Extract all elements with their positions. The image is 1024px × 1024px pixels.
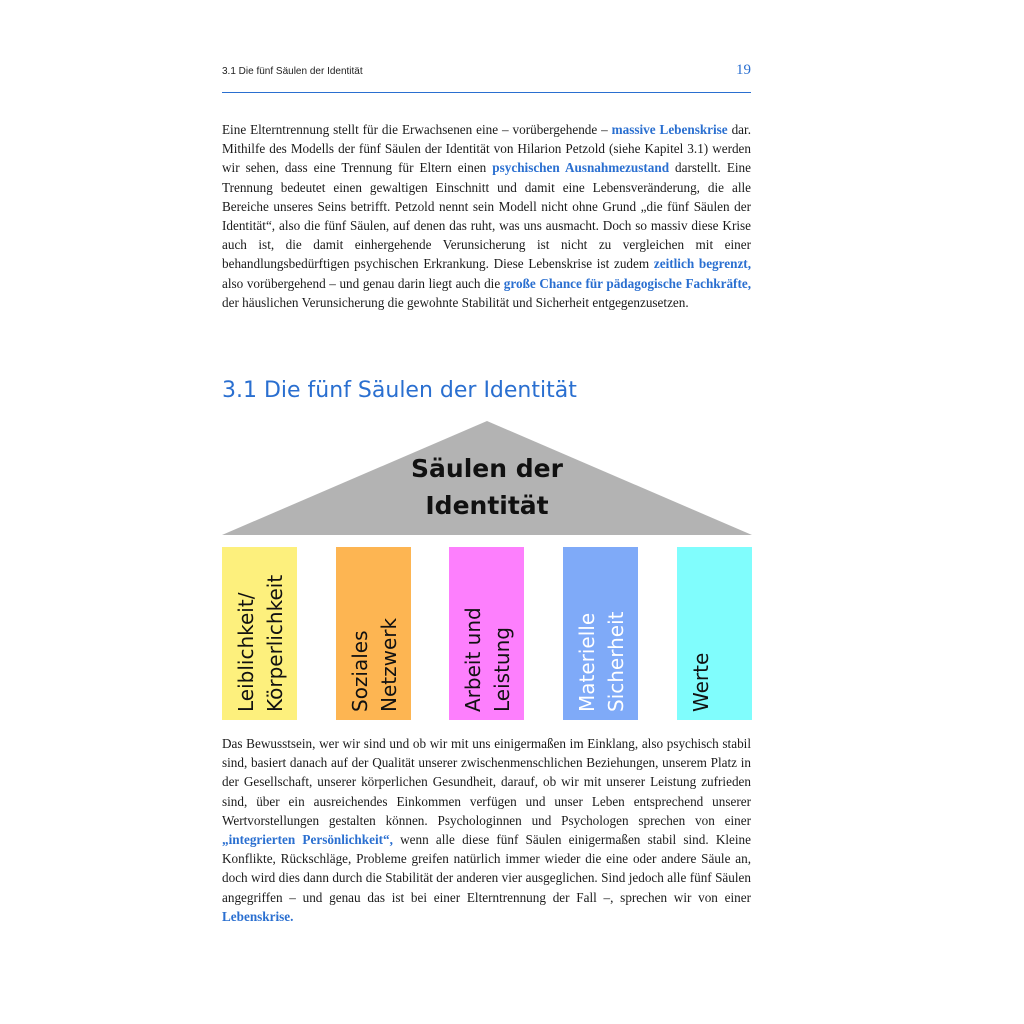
highlight-lebenskrise: Lebenskrise.	[222, 908, 294, 924]
pillar-label	[346, 618, 404, 712]
pillar-label-line1: Werte	[689, 652, 713, 712]
roof-title-line2: Identität	[425, 491, 549, 520]
pillar-label-line2: Körperlichkeit	[263, 574, 287, 712]
pillar-materielle-sicherheit	[563, 547, 638, 720]
text-run: Das Bewusstsein, wer wir sind und ob wir mit uns einigermaßen im Einklang, also psychisch stabil sind, basiert danach auf der Qualität unserer zwischenmenschlichen Beziehungen, unserem Platz in der Gesellschaft, unserer körperlichen Gesundheit, darauf, ob wir mit unserer Leistung zufrieden sind, über ein ausreichendes Einkommen verfügen und unser Leben entsprechend unserer Wertvorstellungen gestalten können. Psychologinnen und Psychologen sprechen von einer	[222, 736, 751, 828]
pillar-label-line1: Arbeit und	[461, 607, 485, 712]
pillar-label	[459, 607, 517, 712]
text-run: darstellt. Eine Trennung bedeutet einen gewaltigen Einschnitt und damit eine Lebensveränderung, die alle Bereiche unseres Seins betrifft. Petzold nennt sein Modell nicht ohne Grund „die fünf Säulen der Identität“, also die fünf Säulen, auf denen das ruht, was uns ausmacht. Doch so massiv diese Krise auch ist, die damit einhergehende Verunsicherung ist nicht zu vergleichen mit einer behandlungsbedürftigen psychischen Erkrankung. Diese Lebenskrise ist zudem	[222, 160, 751, 272]
pillar-label-line2: Sicherheit	[604, 611, 628, 712]
pillar-werte	[677, 547, 752, 720]
pillar-label	[687, 653, 716, 712]
text-run: also vorübergehend – und genau darin liegt auch die	[222, 275, 504, 291]
page-number: 19	[736, 62, 751, 78]
text-run: der häuslichen Verunsicherung die gewohnte Stabilität und Sicherheit entgegenzusetzen.	[222, 294, 689, 310]
pillar-label-line1: Materielle	[575, 612, 599, 712]
pillar-arbeit-leistung	[449, 547, 524, 720]
text-run: Eine Elterntrennung stellt für die Erwachsenen eine – vorübergehende –	[222, 122, 612, 137]
section-heading: 3.1 Die fünf Säulen der Identität	[222, 378, 577, 403]
intro-paragraph	[222, 120, 751, 312]
highlight-massive-lebenskrise: massive Lebenskrise	[611, 122, 728, 137]
pillar-label-line1: Leiblichkeit/	[234, 592, 258, 712]
running-header	[222, 62, 751, 93]
roof-title-line1: Säulen der	[411, 454, 563, 483]
highlight-grosse-chance: große Chance für pädagogische Fachkräfte,	[503, 275, 751, 291]
highlight-zeitlich-begrenzt: zeitlich begrenzt,	[653, 256, 752, 272]
pillar-label-line2: Netzwerk	[377, 617, 401, 712]
pillar-soziales-netzwerk	[336, 547, 411, 720]
highlight-integrierte-persoenlichkeit: „integrierten Persönlichkeit“,	[222, 832, 393, 848]
running-title: 3.1 Die fünf Säulen der Identität	[222, 66, 363, 77]
closing-paragraph	[222, 734, 751, 926]
pillar-label-line2: Leistung	[490, 627, 514, 712]
text-run: wenn alle diese fünf Säulen einigermaßen stabil sind. Kleine Konflikte, Rückschläge, Probleme greifen natürlich immer wieder die eine oder andere Säule an, doch wird dies dann durch die Stabilität der anderen vier ausgeglichen. Sind jedoch alle fünf Säulen angegriffen – und genau das ist bei einer Elterntrennung der Fall –, sprechen wir von einer	[222, 832, 751, 905]
highlight-psychischen-ausnahmezustand: psychischen Ausnahmezustand	[492, 160, 670, 176]
pillar-leiblichkeit	[222, 547, 297, 720]
pillar-label	[573, 612, 631, 712]
pillar-label-line1: Soziales	[348, 630, 372, 712]
pillar-label	[232, 575, 290, 712]
roof-title	[222, 450, 752, 524]
text-run: dar. Mithilfe des Modells der fünf Säulen der Identität von Hilarion Petzold (siehe Kapitel 3.1) werden wir sehen, dass eine Trennung für Eltern einen	[222, 122, 751, 176]
